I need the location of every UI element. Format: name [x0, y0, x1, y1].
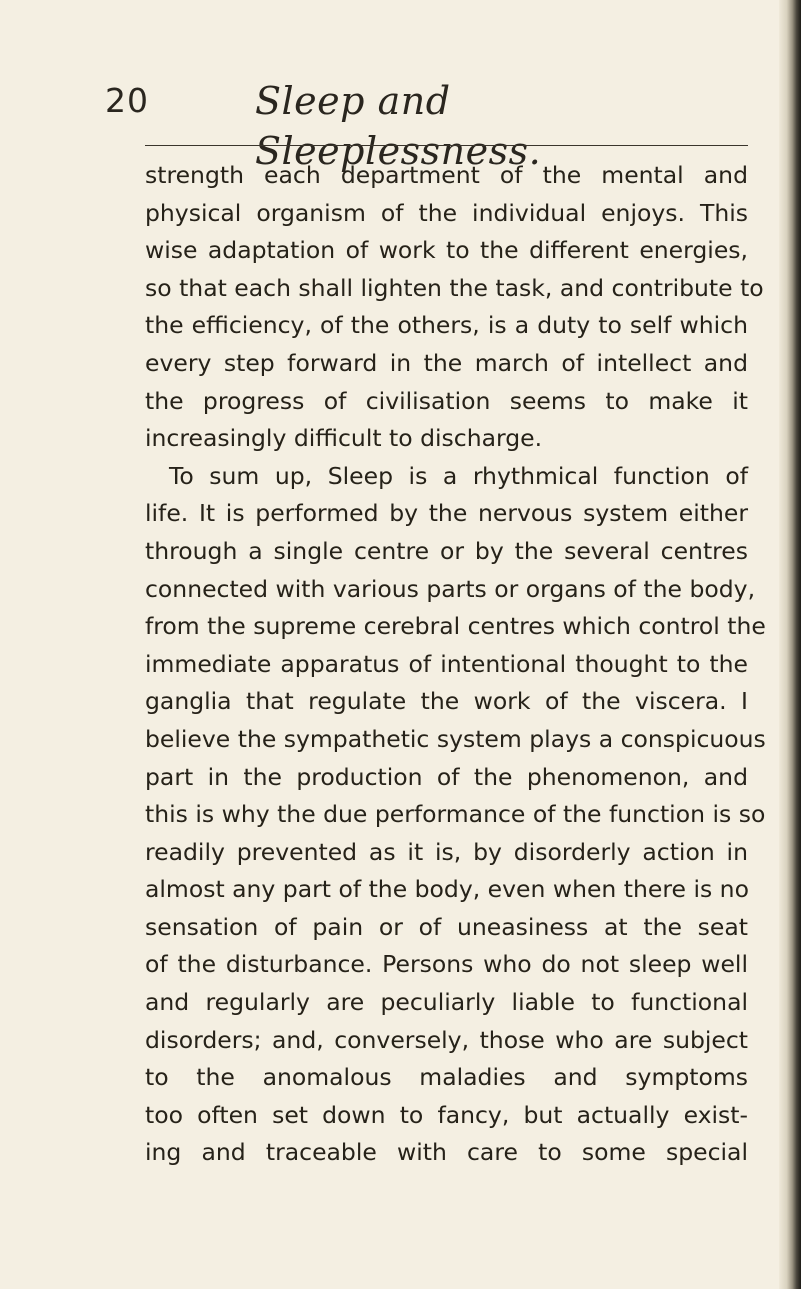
running-title: Sleep and Sleeplessness. [255, 79, 542, 173]
text-line: almost any part of the body, even when there is no [145, 875, 749, 904]
text-line: strength each department of the mental and [145, 161, 748, 189]
page-edge-shadow [779, 0, 801, 1289]
body-text [145, 157, 766, 1172]
page-header [105, 76, 748, 173]
text-line: part in the production of the phenomenon, and [145, 762, 748, 791]
text-line: wise adaptation of work to the different energies, [145, 236, 748, 265]
text-line: the efficiency, of the others, is a duty to self which [145, 311, 748, 340]
text-line: increasingly difficult to discharge. [145, 424, 543, 453]
text-line: through a single centre or by the several centres [145, 536, 748, 565]
text-line: every step forward in the march of intellect and [145, 348, 748, 377]
text-line: and regularly are peculiarly liable to functional [145, 988, 748, 1017]
text-line: to the anomalous maladies and symptoms [145, 1063, 748, 1092]
header-rule [145, 145, 748, 146]
text-line: disorders; and, conversely, those who are subject [145, 1025, 748, 1054]
page-number: 20 [105, 81, 149, 120]
text-line: connected with various parts or organs of the body, [145, 574, 756, 603]
text-line: To sum up, Sleep is a rhythmical function of [169, 461, 748, 490]
text-line: the progress of civilisation seems to make it [145, 386, 748, 415]
text-line: immediate apparatus of intentional thought to the [145, 649, 748, 678]
text-line: ganglia that regulate the work of the viscera. I [145, 687, 748, 716]
text-line: sensation of pain or of uneasiness at the seat [145, 912, 748, 941]
text-line: believe the sympathetic system plays a conspicuous [145, 724, 766, 753]
text-line: life. It is performed by the nervous system either [145, 499, 748, 528]
text-line: too often set down to fancy, but actually exist- [145, 1100, 748, 1129]
text-line: ing and traceable with care to some special [145, 1138, 748, 1167]
text-line: from the supreme cerebral centres which control the [145, 612, 766, 641]
text-line: physical organism of the individual enjoys. This [145, 198, 748, 227]
text-line: readily prevented as it is, by disorderly action in [145, 837, 748, 866]
text-line: this is why the due performance of the function is so [145, 800, 766, 829]
text-line: of the disturbance. Persons who do not sleep well [145, 950, 748, 979]
text-line: so that each shall lighten the task, and contribute to [145, 273, 764, 302]
